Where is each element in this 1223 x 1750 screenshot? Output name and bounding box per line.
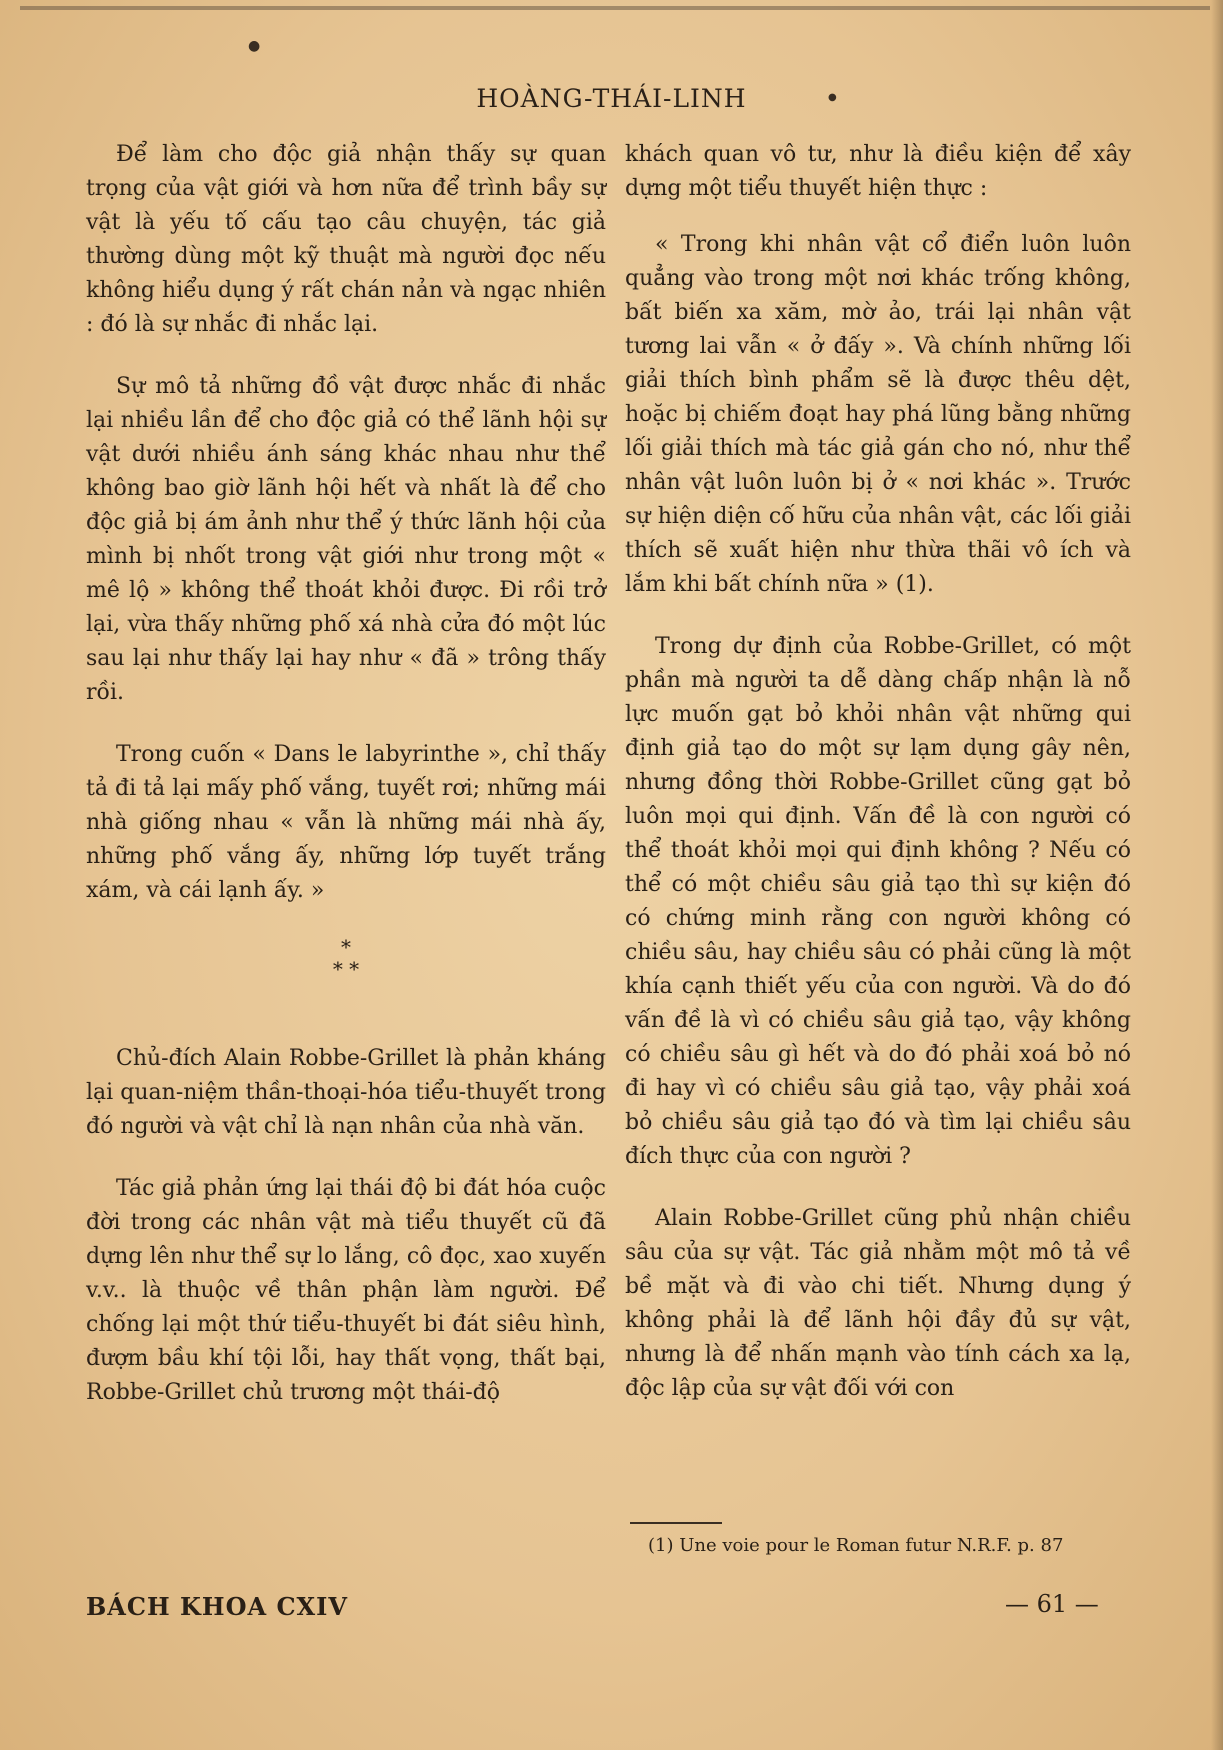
paragraph: Tác giả phản ứng lại thái độ bi đát hóa cuộc đời trong các nhân vật mà tiểu thuyết cũ đã dựng lên như thể sự lo lắng, cô đọc, xao xuyến v.v.. là thuộc về thân phận làm người. Để chống lại một thứ tiểu-thuyết bi đát siêu hình, đượm bầu khí tội lỗi, hay thất vọng, thất bại, Robbe-Grillet chủ trương một thái-độ	[86, 1176, 606, 1405]
page-right-edge	[1211, 0, 1223, 1750]
quote-paragraph: « Trong khi nhân vật cổ điển luôn luôn quẳng vào trong một nơi khác trống không, bất biến xa xăm, mờ ảo, trái lại nhân vật tương lai vẫn « ở đấy ». Và chính những lối giải thích bình phẩm sẽ là được thêu dệt, hoặc bị chiếm đoạt hay phá lũng bằng những lối giải thích mà tác giả gán cho nó, như thể nhân vật luôn luôn bị ở « nơi khác ». Trước sự hiện diện cố hữu của nhân vật, các lối giải thích sẽ xuất hiện như thừa thãi vô ích và lắm khi bất chính nữa » (1).	[625, 232, 1131, 597]
paragraph: Sự mô tả những đồ vật được nhắc đi nhắc lại nhiều lần để cho độc giả có thể lãnh hội sự vật dưới nhiều ánh sáng khác nhau như thể không bao giờ lãnh hội hết và nhất là để cho độc giả bị ám ảnh như thể ý thức lãnh hội của mình bị nhốt trong vật giới như trong một « mê lộ » không thể thoát khỏi được. Đi rồi trở lại, vừa thấy những phố xá nhà cửa đó một lúc sau lại như thấy lại hay như « đã » trông thấy rồi.	[86, 374, 606, 705]
footnote-rule	[630, 1522, 722, 1524]
footer-page-number: — 61 —	[1005, 1590, 1099, 1618]
paragraph: Để làm cho độc giả nhận thấy sự quan trọng của vật giới và hơn nữa để trình bầy sự vật là yếu tố cấu tạo câu chuyện, tác giả thường dùng một kỹ thuật mà người đọc nếu không hiểu dụng ý rất chán nản và ngạc nhiên : đó là sự nhắc đi nhắc lại.	[86, 142, 606, 337]
paragraph: Chủ-đích Alain Robbe-Grillet là phản kháng lại quan-niệm thần-thoại-hóa tiểu-thuyết trong đó người và vật chỉ là nạn nhân của nhà văn.	[86, 1046, 606, 1139]
footnote: (1) Une voie pour le Roman futur N.R.F. p. 87	[648, 1535, 1064, 1556]
paragraph: khách quan vô tư, như là điều kiện để xây dựng một tiểu thuyết hiện thực :	[625, 142, 1131, 201]
page-top-edge	[20, 6, 1210, 10]
paragraph: Trong cuốn « Dans le labyrinthe », chỉ thấy tả đi tả lại mấy phố vắng, tuyết rơi; những mái nhà giống nhau « vẫn là những mái nhà ấy, những phố vắng ấy, những lớp tuyết trắng xám, và cái lạnh ấy. »	[86, 742, 606, 903]
ink-dot: ●	[828, 92, 837, 103]
section-separator	[86, 936, 606, 980]
footer-publication: BÁCH KHOA CXIV	[86, 1592, 349, 1621]
right-column	[625, 138, 1131, 1434]
paragraph: Alain Robbe-Grillet cũng phủ nhận chiều sâu của sự vật. Tác giả nhằm một mô tả về bề mặt và đi vào chi tiết. Nhưng dụng ý không phải là để lãnh hội đầy đủ sự vật, nhưng là để nhấn mạnh vào tính cách xa lạ, độc lập của sự vật đối với con	[625, 1206, 1131, 1401]
separator-stars-bottom: * *	[332, 957, 360, 981]
ink-dot: ●	[248, 38, 261, 54]
left-column	[86, 138, 606, 1438]
page-header-author: HOÀNG-THÁI-LINH	[476, 84, 747, 113]
separator-star-top: *	[341, 935, 351, 959]
paragraph: Trong dự định của Robbe-Grillet, có một phần mà người ta dễ dàng chấp nhận là nỗ lực muốn gạt bỏ khỏi nhân vật những qui định giả tạo do một sự lạm dụng gây nên, nhưng đồng thời Robbe-Grillet cũng gạt bỏ luôn mọi qui định. Vấn đề là con người có thể thoát khỏi mọi qui định không ? Nếu có thể có một chiều sâu giả tạo thì sự kiện đó có chứng minh rằng con người không có chiều sâu, hay chiều sâu có phải cũng là một khía cạnh thiết yếu của con người. Và do đó vấn đề là vì có chiều sâu giả tạo, vậy không có chiều sâu gì hết và do đó phải xoá bỏ nó đi hay vì có chiều sâu giả tạo, vậy phải xoá bỏ chiều sâu giả tạo đó và tìm lại chiều sâu đích thực của con người ?	[625, 634, 1131, 1169]
